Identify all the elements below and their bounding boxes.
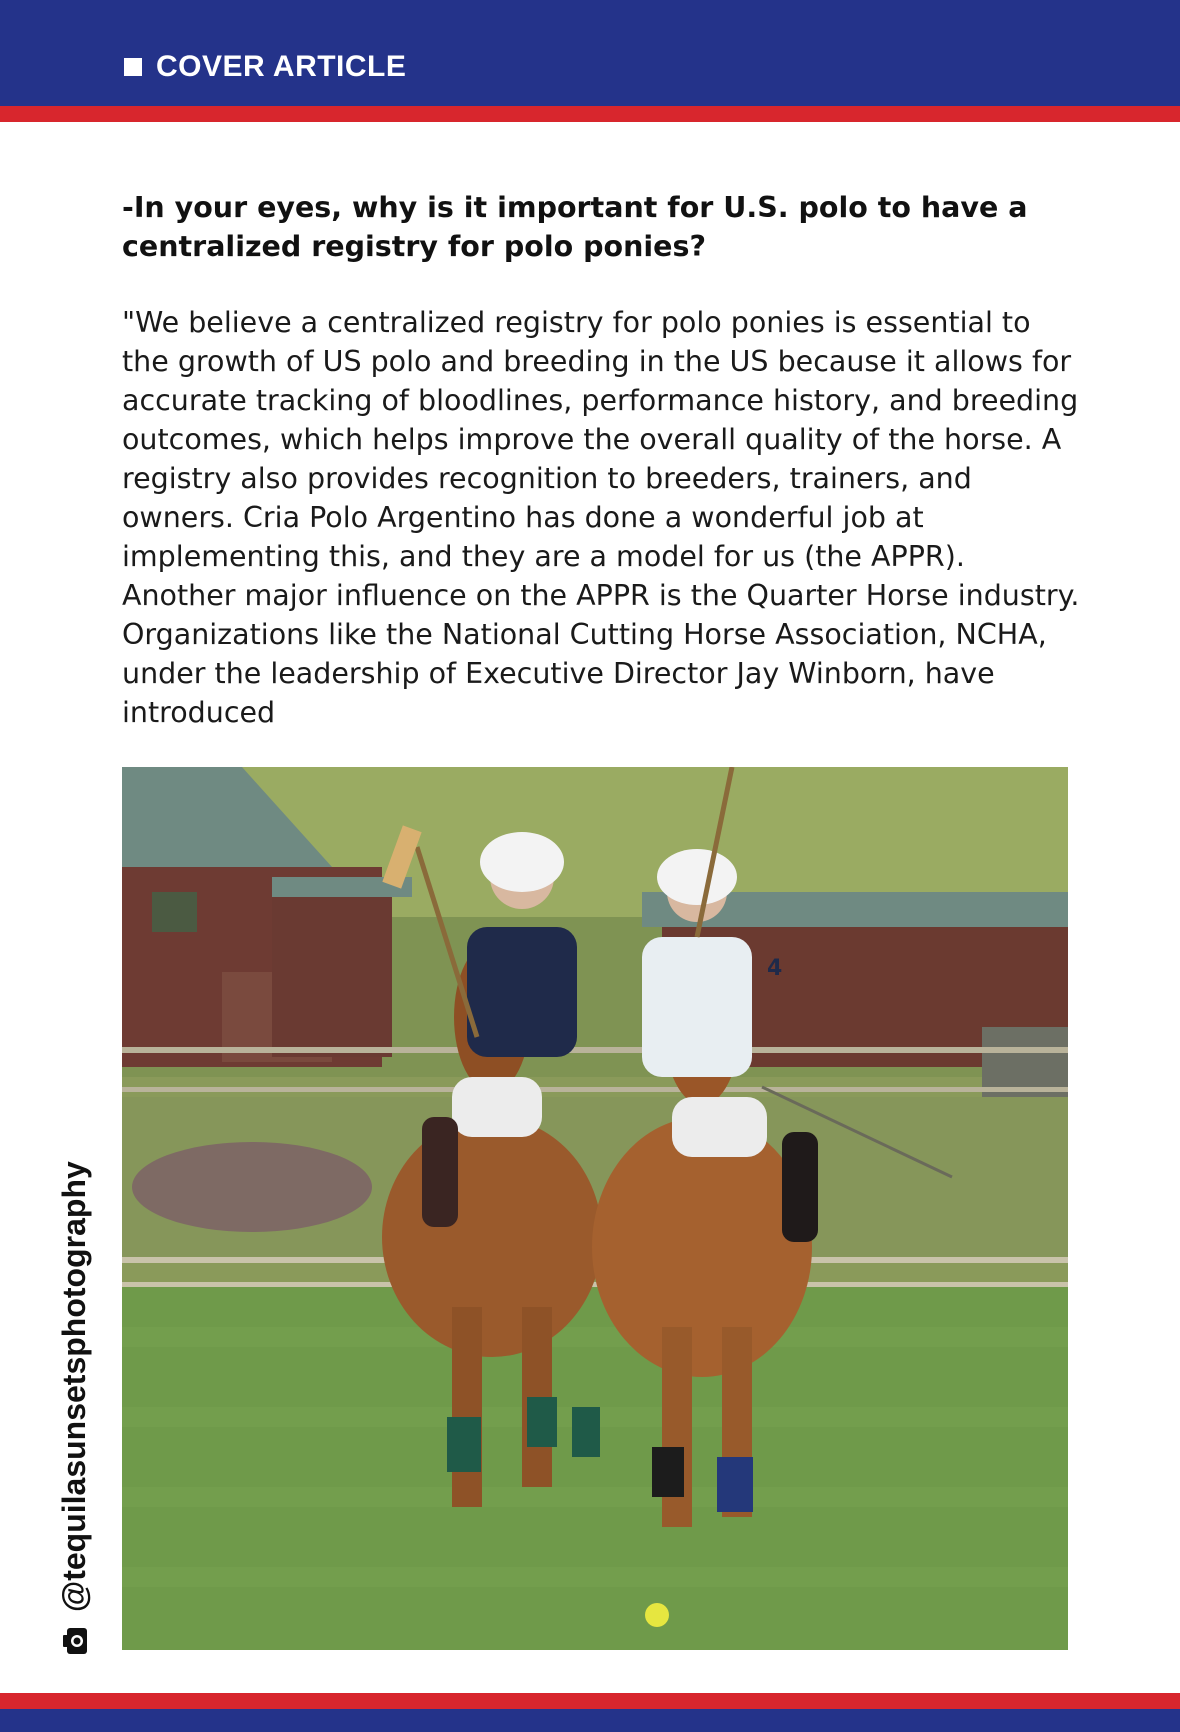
footer-band (0, 1709, 1180, 1732)
header-accent-stripe (0, 106, 1180, 122)
jersey-number: 4 (767, 956, 783, 981)
camera-icon (60, 1626, 90, 1656)
section-label (124, 50, 406, 84)
photo-credit-handle: @tequilasunsetsphotography (56, 1161, 92, 1612)
section-label-text: COVER ARTICLE (156, 50, 407, 83)
interview-question: -In your eyes, why is it important for U.S. polo to have a centralized registry for polo ponies? (122, 191, 1028, 263)
photo-credit (56, 1161, 93, 1656)
interview-answer: "We believe a centralized registry for polo ponies is essential to the growth of US polo and breeding in the US because it allows for accurate tracking of bloodlines, performance history, and breeding outcomes, which helps improve the overall quality of the horse. A registry also provides recognition to breeders, trainers, and owners. Cria Polo Argentino has done a wonderful job at implementing this, and they are a model for us (the APPR). Another major influence on the APPR is the Quarter Horse industry. Organizations like the National Cutting Horse Association, NCHA, under the leadership of Executive Director Jay Winborn, have introduced (122, 306, 1080, 729)
square-bullet-icon (124, 58, 142, 76)
footer-accent-stripe (0, 1693, 1180, 1709)
polo-photo (122, 767, 1068, 1650)
